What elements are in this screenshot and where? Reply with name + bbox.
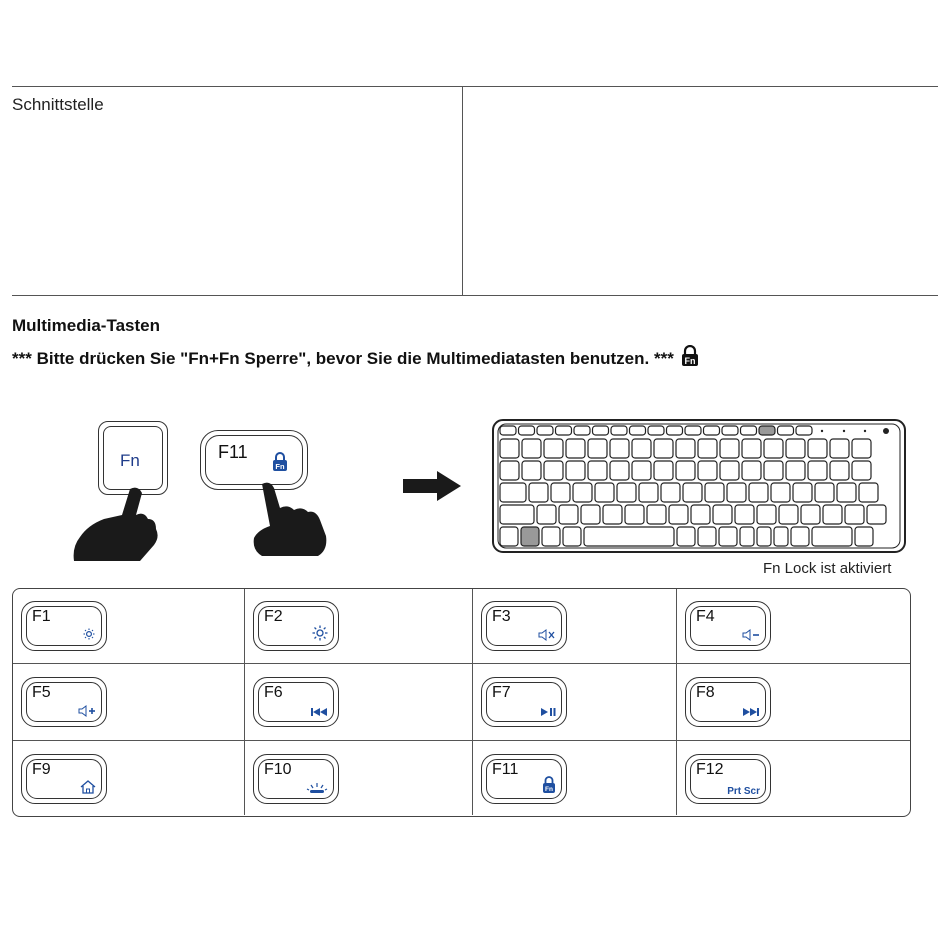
multimedia-note-text: *** Bitte drücken Sie "Fn+Fn Sperre", bevor Sie die Multimediatasten benutzen. *** <box>12 348 674 368</box>
keyboard-key <box>566 461 585 480</box>
keyboard-key <box>691 505 710 524</box>
keyboard-key <box>719 527 737 546</box>
keyboard-key <box>793 483 812 502</box>
keyboard-key <box>544 461 563 480</box>
table-row-divider <box>13 740 910 741</box>
multimedia-heading: Multimedia-Tasten <box>12 316 160 335</box>
keyboard-key <box>588 439 607 458</box>
backlight-icon <box>306 782 328 797</box>
keyboard-key <box>867 505 886 524</box>
f5-key-label: F5 <box>32 684 51 701</box>
f10-key <box>253 754 339 804</box>
keyboard-key <box>610 461 629 480</box>
print-screen-icon: Prt Scr <box>727 786 760 797</box>
interface-label: Schnittstelle <box>12 95 104 114</box>
column-divider <box>462 86 463 296</box>
mute-icon <box>538 629 556 644</box>
right-arrow-icon <box>403 471 461 501</box>
keyboard-key <box>727 483 746 502</box>
keyboard-key <box>632 439 651 458</box>
f8-key-label: F8 <box>696 684 715 701</box>
keyboard-key <box>500 505 534 524</box>
play-pause-icon <box>540 705 556 720</box>
brightness-up-icon <box>312 625 328 644</box>
keyboard-key <box>786 461 805 480</box>
keyboard-key <box>722 426 738 435</box>
keyboard-key <box>837 483 856 502</box>
keyboard-key <box>551 483 570 502</box>
f10-key-label: F10 <box>264 761 292 778</box>
brightness-down-icon <box>82 627 96 644</box>
table-col-divider <box>472 589 473 815</box>
keyboard-key <box>630 426 646 435</box>
keyboard-key <box>677 527 695 546</box>
f5-key <box>21 677 107 727</box>
keyboard-key <box>749 483 768 502</box>
keyboard-key <box>698 527 716 546</box>
keyboard-key <box>522 461 541 480</box>
keyboard-key <box>617 483 636 502</box>
table-col-divider <box>676 589 677 815</box>
f3-key <box>481 601 567 651</box>
keyboard-key <box>611 426 627 435</box>
fn-key-illustration <box>98 421 168 495</box>
fn-lock-icon <box>680 345 700 372</box>
f7-key <box>481 677 567 727</box>
keyboard-key <box>720 439 739 458</box>
fn-key-label: Fn <box>120 451 140 470</box>
keyboard-key <box>639 483 658 502</box>
keyboard-key <box>559 505 578 524</box>
middle-rule <box>12 295 938 296</box>
f3-key-label: F3 <box>492 608 511 625</box>
keyboard-key <box>519 426 535 435</box>
keyboard-key <box>537 426 553 435</box>
f12-key-label: F12 <box>696 761 724 778</box>
keyboard-key <box>542 527 560 546</box>
keyboard-key <box>741 426 757 435</box>
keyboard-key <box>654 439 673 458</box>
keyboard-key <box>573 483 592 502</box>
keyboard-key <box>791 527 809 546</box>
keyboard-key <box>801 505 820 524</box>
multimedia-note <box>12 345 700 372</box>
f2-key-label: F2 <box>264 608 283 625</box>
keyboard-key <box>667 426 683 435</box>
keyboard-key <box>698 439 717 458</box>
keyboard-key <box>574 426 590 435</box>
keyboard-key <box>852 439 871 458</box>
keyboard-key <box>581 505 600 524</box>
keyboard-key <box>683 483 702 502</box>
keyboard-key <box>500 426 516 435</box>
keyboard-key <box>845 505 864 524</box>
keyboard-key <box>713 505 732 524</box>
keyboard-key <box>757 527 771 546</box>
function-key-table <box>12 588 911 817</box>
table-row-divider <box>13 663 910 664</box>
f11-table-lock-text: Fn <box>545 786 553 793</box>
f8-key <box>685 677 771 727</box>
fn-lock-caption: Fn Lock ist aktiviert <box>763 560 892 577</box>
keyboard-key <box>648 426 664 435</box>
fn-lock-icon <box>272 452 288 472</box>
keyboard-key <box>815 483 834 502</box>
f11-key-label: F11 <box>492 761 519 778</box>
keyboard-key <box>588 461 607 480</box>
top-rule <box>12 86 938 87</box>
keyboard-key <box>735 505 754 524</box>
table-col-divider <box>244 589 245 815</box>
keyboard-key <box>654 461 673 480</box>
keyboard-key <box>529 483 548 502</box>
f9-key <box>21 754 107 804</box>
keyboard-key <box>704 426 720 435</box>
keyboard-key <box>859 483 878 502</box>
next-track-icon <box>742 705 760 720</box>
keyboard-key <box>823 505 842 524</box>
f4-key <box>685 601 771 651</box>
f9-key-label: F9 <box>32 761 51 778</box>
keyboard-key <box>584 527 674 546</box>
f11-lock-text: Fn <box>275 462 285 471</box>
keyboard-key <box>774 527 788 546</box>
keyboard-key <box>537 505 556 524</box>
volume-down-icon <box>742 629 760 644</box>
keyboard-key <box>830 439 849 458</box>
f6-key-label: F6 <box>264 684 283 701</box>
keyboard-key <box>742 461 761 480</box>
keyboard-key <box>740 527 754 546</box>
keyboard-key <box>610 439 629 458</box>
volume-up-icon <box>78 705 96 720</box>
keyboard-key <box>757 505 776 524</box>
keyboard-key <box>500 461 519 480</box>
keyboard-key <box>595 483 614 502</box>
f11-key <box>481 754 567 804</box>
f6-key <box>253 677 339 727</box>
keyboard-key <box>593 426 609 435</box>
keyboard-key <box>771 483 790 502</box>
keyboard-key <box>563 527 581 546</box>
keyboard-key <box>632 461 651 480</box>
f1-key <box>21 601 107 651</box>
keyboard-key <box>742 439 761 458</box>
f2-key <box>253 601 339 651</box>
keyboard-key <box>778 426 794 435</box>
f7-key-label: F7 <box>492 684 511 701</box>
keyboard-key <box>661 483 680 502</box>
fn-lock-icon <box>542 776 556 797</box>
keyboard-key <box>764 461 783 480</box>
keyboard-key <box>808 439 827 458</box>
pointing-hand-icon <box>248 480 332 558</box>
keyboard-key <box>669 505 688 524</box>
keyboard-key <box>566 439 585 458</box>
f1-key-label: F1 <box>32 608 51 625</box>
keyboard-key <box>500 527 518 546</box>
keyboard-key <box>796 426 812 435</box>
f11-key-label: F11 <box>218 442 248 462</box>
keyboard-key <box>500 439 519 458</box>
pointing-hand-icon <box>70 485 160 563</box>
keyboard-key <box>705 483 724 502</box>
keyboard-key <box>764 439 783 458</box>
keyboard-key <box>855 527 873 546</box>
previous-track-icon <box>310 705 328 720</box>
keyboard-key <box>500 483 526 502</box>
keyboard-key <box>676 461 695 480</box>
keyboard-key <box>779 505 798 524</box>
keyboard-key <box>852 461 871 480</box>
home-icon <box>80 780 96 797</box>
keyboard-key <box>720 461 739 480</box>
keyboard-key <box>685 426 701 435</box>
keyboard-key <box>647 505 666 524</box>
keyboard-key <box>676 439 695 458</box>
keyboard-key <box>603 505 622 524</box>
f12-key <box>685 754 771 804</box>
keyboard-key <box>808 461 827 480</box>
keyboard-key <box>521 527 539 546</box>
keyboard-key <box>786 439 805 458</box>
keyboard-key <box>544 439 563 458</box>
keyboard-key <box>522 439 541 458</box>
keyboard-key <box>556 426 572 435</box>
keyboard-key <box>759 426 775 435</box>
keyboard-key <box>698 461 717 480</box>
keyboard-key <box>625 505 644 524</box>
keyboard-illustration <box>492 419 906 553</box>
keyboard-key <box>812 527 852 546</box>
f4-key-label: F4 <box>696 608 715 625</box>
fn-lock-icon-text: Fn <box>684 356 696 366</box>
keyboard-key <box>830 461 849 480</box>
